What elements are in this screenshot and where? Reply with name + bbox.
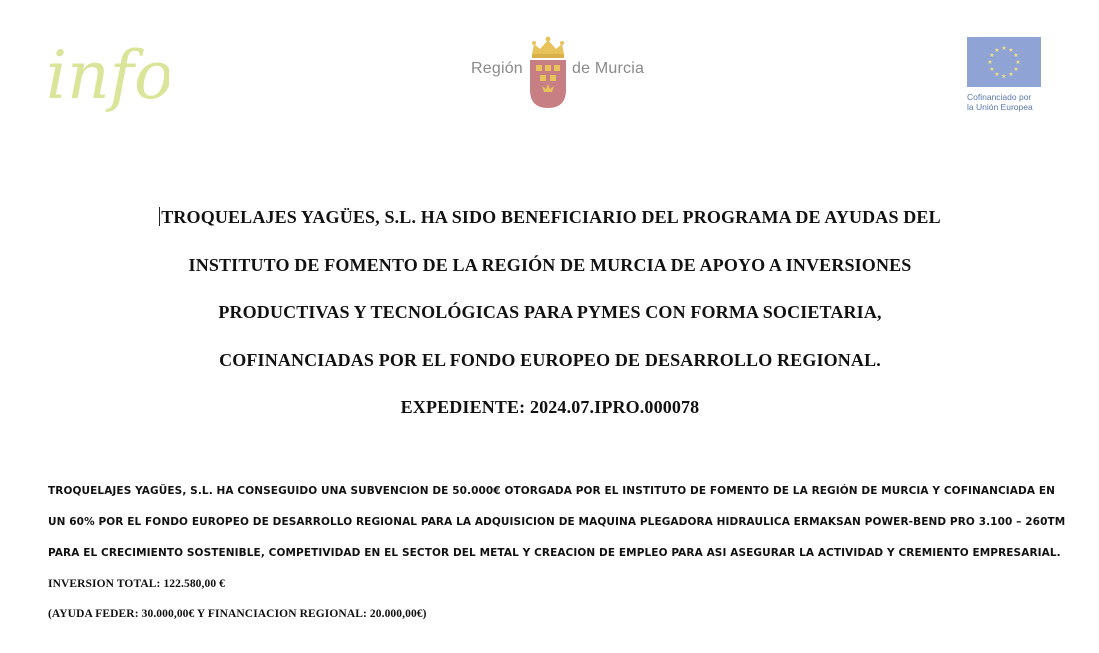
expediente-line: EXPEDIENTE: 2024.07.IPRO.000078 bbox=[400, 397, 700, 417]
info-logo-icon bbox=[44, 30, 169, 120]
svg-text:★: ★ bbox=[1008, 71, 1014, 78]
inversion-total: INVERSION TOTAL: 122.580,00 € bbox=[48, 578, 226, 590]
eu-flag-icon bbox=[967, 37, 1041, 87]
svg-text:★: ★ bbox=[1008, 47, 1014, 54]
murcia-shield-icon bbox=[528, 34, 568, 110]
body-line: UN 60% POR EL FONDO EUROPEO DE DESARROLLO REGIONAL PARA LA ADQUISICION DE MAQUINA PLEGADORA HIDRAULICA ERMAKSAN POWER-BEND PRO 3.100 – 260TM bbox=[48, 516, 1066, 528]
heading-line bbox=[60, 198, 1040, 246]
svg-text:★: ★ bbox=[987, 59, 993, 66]
heading-line: INSTITUTO DE FOMENTO DE LA REGIÓN DE MURCIA DE APOYO A INVERSIONES bbox=[188, 254, 912, 275]
body-paragraph bbox=[48, 476, 1066, 629]
svg-text:★: ★ bbox=[1001, 45, 1007, 52]
eu-caption-line1: Cofinanciado por bbox=[967, 92, 1032, 102]
svg-text:★: ★ bbox=[1001, 73, 1007, 80]
ayuda-feder: (AYUDA FEDER: 30.000,00€ Y FINANCIACION REGIONAL: 20.000,00€) bbox=[48, 608, 427, 620]
heading-line: COFINANCIADAS POR EL FONDO EUROPEO DE DESARROLLO REGIONAL. bbox=[219, 349, 881, 370]
svg-text:★: ★ bbox=[1015, 59, 1021, 66]
region-logo-left-text: Región bbox=[471, 60, 523, 77]
eu-caption-line2: la Unión Europea bbox=[967, 102, 1033, 112]
region-logo-right-text: de Murcia bbox=[572, 60, 645, 77]
svg-text:★: ★ bbox=[994, 71, 1000, 78]
body-line: TROQUELAJES YAGÜES, S.L. HA CONSEGUIDO UNA SUBVENCION DE 50.000€ OTORGADA POR EL INSTITUTO DE FOMENTO DE LA REGIÓN DE MURCIA Y COFINANCIADA EN bbox=[48, 485, 1055, 497]
body-line: PARA EL CRECIMIENTO SOSTENIBLE, COMPETIVIDAD EN EL SECTOR DEL METAL Y CREACION DE EMPLEO PARA ASI ASEGURAR LA ACTIVIDAD Y CREMIENTO EMPRESARIAL. bbox=[48, 547, 1061, 559]
heading-line-text: TROQUELAJES YAGÜES, S.L. HA SIDO BENEFICIARIO DEL PROGRAMA DE AYUDAS DEL bbox=[161, 207, 941, 227]
main-heading bbox=[60, 198, 1040, 436]
heading-line: PRODUCTIVAS Y TECNOLÓGICAS PARA PYMES CON FORMA SOCIETARIA, bbox=[218, 302, 882, 322]
svg-text:★: ★ bbox=[1013, 66, 1019, 73]
svg-text:★: ★ bbox=[1013, 52, 1019, 59]
eu-cofinanced-logo bbox=[966, 36, 1046, 116]
svg-text:★: ★ bbox=[989, 66, 995, 73]
svg-text:★: ★ bbox=[989, 52, 995, 59]
region-murcia-logo bbox=[468, 34, 653, 110]
svg-text:★: ★ bbox=[994, 47, 1000, 54]
info-logo-text: info bbox=[46, 37, 169, 114]
info-logo bbox=[44, 30, 169, 120]
